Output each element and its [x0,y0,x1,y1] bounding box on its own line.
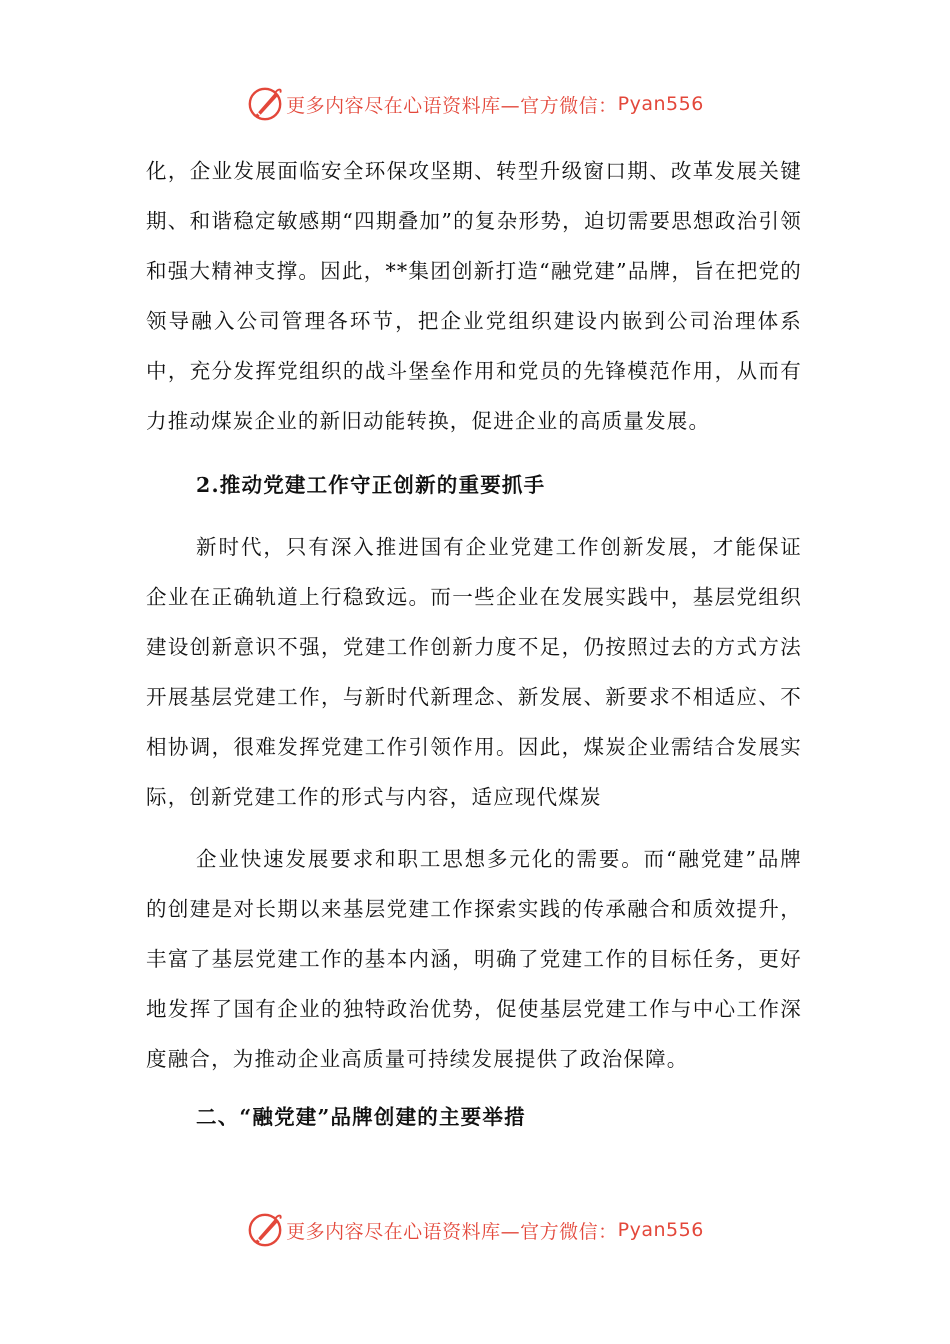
quill-pen-logo-icon [246,1211,284,1249]
footer-banner [0,1210,950,1250]
paragraph-2b: 企业快速发展要求和职工思想多元化的需要。而“融党建”品牌的创建是对长期以来基层党建工作探索实践的传承融合和质效提升，丰富了基层党建工作的基本内涵，明确了党建工作的目标任务，更好地发挥了国有企业的独特政治优势，促使基层党建工作与中心工作深度融合，为推动企业高质量可持续发展提供了政治保障。 [146,847,802,1071]
heading-section-2: 二、“融党建”品牌创建的主要举措 [196,1105,526,1129]
banner-wechat-id: Pyan556 [617,93,704,115]
document-body [146,146,802,1142]
banner-wechat-id: Pyan556 [617,1219,704,1241]
banner-text: 更多内容尽在心语资料库—官方微信： [286,94,618,117]
header-banner [0,84,950,124]
paragraph-2a: 新时代，只有深入推进国有企业党建工作创新发展，才能保证企业在正确轨道上行稳致远。而一些企业在发展实践中，基层党组织建设创新意识不强，党建工作创新力度不足，仍按照过去的方式方法开展基层党建工作，与新时代新理念、新发展、新要求不相适应、不相协调，很难发挥党建工作引领作用。因此，煤炭企业需结合发展实际，创新党建工作的形式与内容，适应现代煤炭 [146,535,802,809]
heading-2: 2.推动党建工作守正创新的重要抓手 [196,473,546,497]
quill-pen-logo-icon [246,85,284,123]
banner-text: 更多内容尽在心语资料库—官方微信： [286,1220,618,1243]
paragraph-intro: 化，企业发展面临安全环保攻坚期、转型升级窗口期、改革发展关键期、和谐稳定敏感期“四期叠加”的复杂形势，迫切需要思想政治引领和强大精神支撑。因此，**集团创新打造“融党建”品牌，旨在把党的领导融入公司管理各环节，把企业党组织建设内嵌到公司治理体系中，充分发挥党组织的战斗堡垒作用和党员的先锋模范作用，从而有力推动煤炭企业的新旧动能转换，促进企业的高质量发展。 [146,159,802,433]
